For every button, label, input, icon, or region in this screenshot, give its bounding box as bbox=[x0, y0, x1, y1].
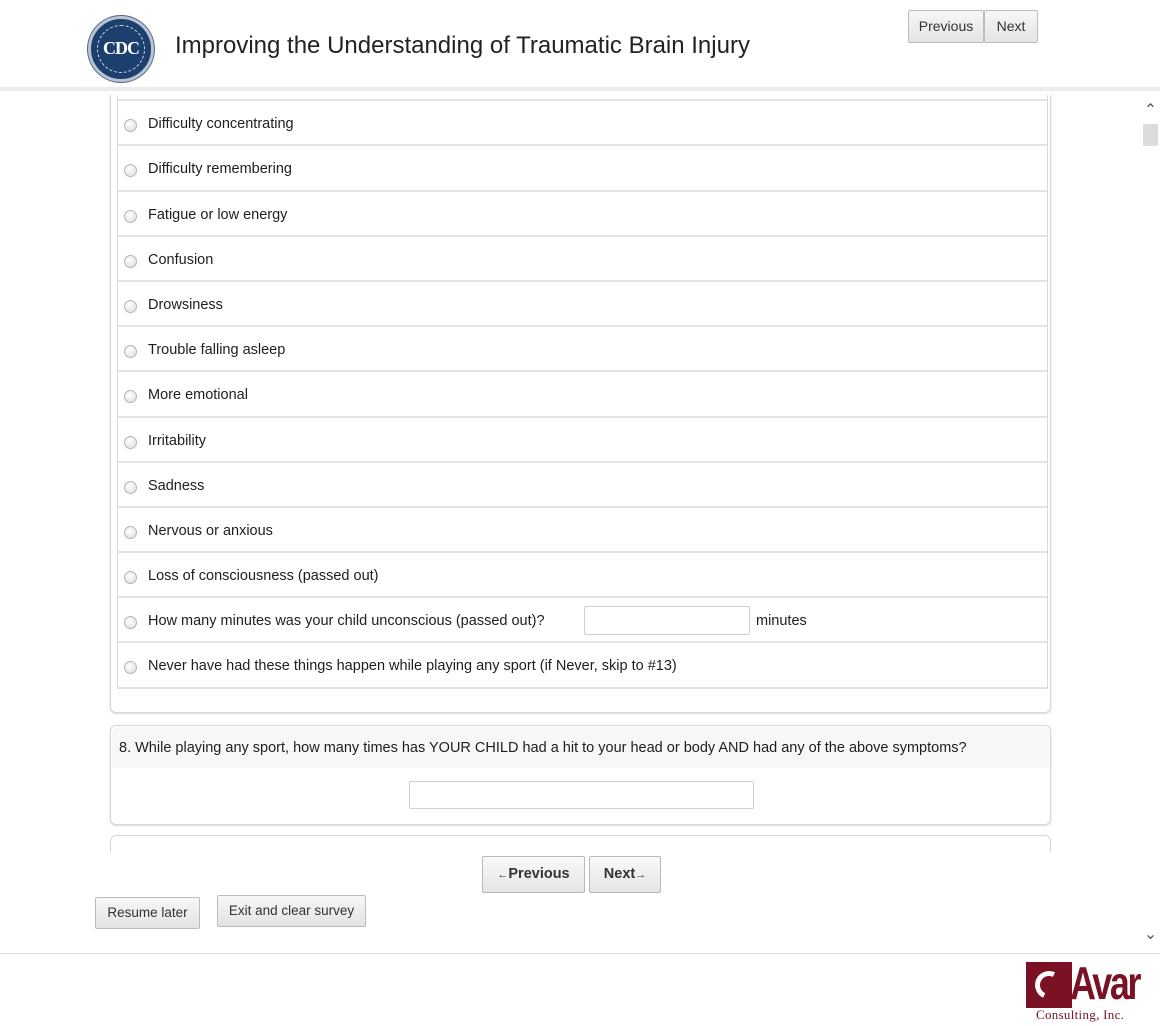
next-button[interactable] bbox=[589, 856, 661, 893]
option-label: Irritability bbox=[148, 432, 207, 449]
option-row[interactable] bbox=[118, 508, 1047, 553]
symptom-options-list bbox=[117, 95, 1048, 689]
option-row[interactable] bbox=[118, 282, 1047, 327]
question-7-card bbox=[110, 95, 1051, 713]
cdc-logo-text: CDC bbox=[103, 38, 139, 58]
option-radio[interactable] bbox=[124, 390, 137, 403]
option-row[interactable] bbox=[118, 463, 1047, 508]
option-label: Trouble falling asleep bbox=[148, 342, 286, 359]
option-label: Sadness bbox=[148, 477, 205, 494]
option-radio[interactable] bbox=[124, 345, 137, 358]
question-8-card bbox=[110, 725, 1051, 825]
option-row[interactable] bbox=[118, 146, 1047, 191]
option-radio[interactable] bbox=[124, 210, 137, 223]
minutes-unit-label: minutes bbox=[756, 613, 807, 630]
option-label: Fatigue or low energy bbox=[148, 206, 288, 223]
option-label: Loss of consciousness (passed out) bbox=[148, 568, 379, 585]
option-radio[interactable] bbox=[124, 119, 137, 132]
question-8-header bbox=[112, 727, 1049, 768]
option-radio[interactable] bbox=[124, 616, 137, 629]
option-label: Confusion bbox=[148, 251, 214, 268]
option-row[interactable] bbox=[118, 598, 1047, 643]
option-row[interactable] bbox=[118, 327, 1047, 372]
avar-mark-icon bbox=[1026, 962, 1072, 1008]
question-9-card-partial bbox=[110, 835, 1051, 852]
avar-logo bbox=[1024, 957, 1140, 1022]
arrow-left-icon: ← bbox=[497, 869, 509, 881]
option-label: Nervous or anxious bbox=[148, 522, 273, 539]
previous-button[interactable] bbox=[482, 856, 585, 893]
page-title: Improving the Understanding of Traumatic Brain Injury bbox=[175, 32, 750, 59]
cdc-logo bbox=[88, 16, 154, 82]
question-8-text: 8. While playing any sport, how many times has YOUR CHILD had a hit to your head or body AND had any of the above symptoms? bbox=[119, 740, 967, 756]
option-row[interactable] bbox=[118, 418, 1047, 463]
option-radio[interactable] bbox=[124, 164, 137, 177]
avar-brand-text: Avar bbox=[1070, 957, 1140, 1009]
next-button-label: Next bbox=[603, 866, 636, 882]
option-radio[interactable] bbox=[124, 255, 137, 268]
option-row[interactable] bbox=[118, 372, 1047, 417]
page-header bbox=[0, 0, 1160, 91]
option-label: Difficulty concentrating bbox=[148, 116, 294, 133]
option-label: More emotional bbox=[148, 387, 248, 404]
exit-clear-survey-button[interactable]: Exit and clear survey bbox=[217, 895, 366, 927]
option-label: Difficulty remembering bbox=[148, 161, 292, 178]
scroll-up-icon[interactable]: ⌃ bbox=[1143, 102, 1158, 119]
footer-divider bbox=[0, 953, 1160, 954]
arrow-right-icon: → bbox=[635, 869, 647, 881]
resume-later-button[interactable]: Resume later bbox=[95, 897, 200, 929]
option-row[interactable] bbox=[118, 643, 1047, 688]
option-radio[interactable] bbox=[124, 300, 137, 313]
top-next-button[interactable]: Next bbox=[984, 10, 1038, 43]
survey-scroll-area bbox=[0, 95, 1141, 852]
option-row[interactable] bbox=[118, 192, 1047, 237]
scrollbar-thumb[interactable] bbox=[1143, 124, 1158, 146]
option-label: Never have had these things happen while playing any sport (if Never, skip to #13) bbox=[148, 658, 677, 675]
option-row[interactable] bbox=[118, 237, 1047, 282]
option-radio[interactable] bbox=[124, 526, 137, 539]
option-radio[interactable] bbox=[124, 436, 137, 449]
avar-brand-subtitle: Consulting, Inc. bbox=[1036, 1007, 1125, 1022]
option-radio[interactable] bbox=[124, 661, 137, 674]
option-radio[interactable] bbox=[124, 481, 137, 494]
previous-button-label: Previous bbox=[508, 866, 570, 882]
option-row[interactable] bbox=[118, 553, 1047, 598]
question-8-input[interactable] bbox=[409, 781, 754, 809]
top-previous-button[interactable]: Previous bbox=[908, 10, 984, 43]
scroll-down-icon[interactable]: ⌄ bbox=[1143, 926, 1158, 943]
option-row[interactable] bbox=[118, 101, 1047, 146]
minutes-unconscious-input[interactable] bbox=[584, 606, 750, 635]
vertical-scrollbar[interactable] bbox=[1141, 95, 1160, 952]
option-label: Drowsiness bbox=[148, 296, 223, 313]
option-radio[interactable] bbox=[124, 571, 137, 584]
option-label: How many minutes was your child unconscious (passed out)? bbox=[148, 613, 545, 630]
